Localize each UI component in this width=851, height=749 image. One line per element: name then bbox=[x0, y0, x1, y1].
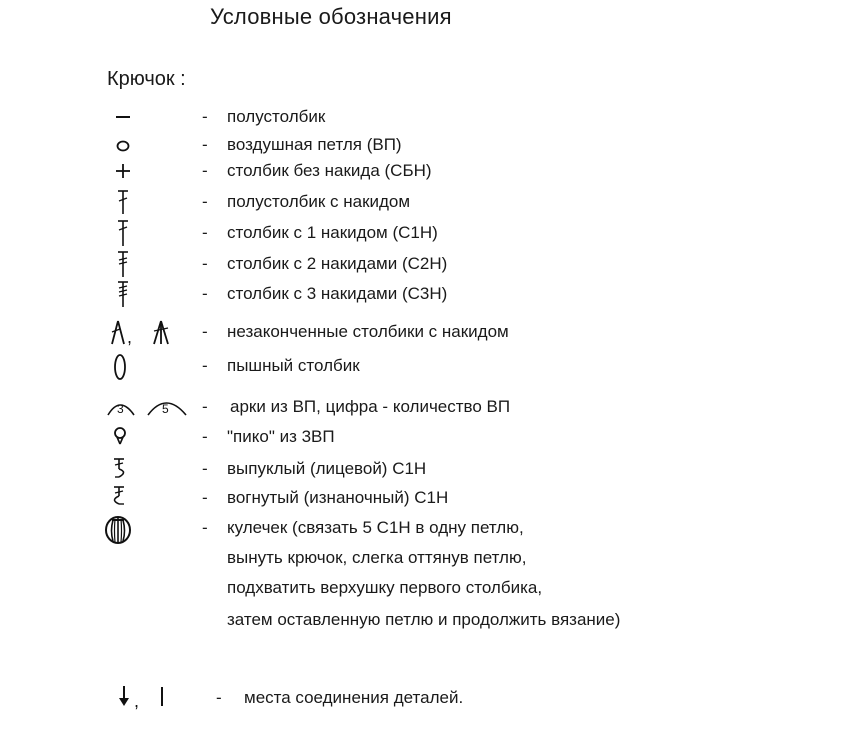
section-label-hook: Крючок : bbox=[107, 68, 186, 90]
dash-separator: - bbox=[202, 322, 208, 341]
chain-arch-icon bbox=[104, 393, 204, 423]
dash-separator: - bbox=[202, 397, 208, 416]
dash-separator: - bbox=[202, 107, 208, 126]
legend-text: пышный столбик bbox=[227, 356, 360, 375]
dash-separator: - bbox=[202, 459, 208, 478]
bobble-description-line: затем оставленную петлю и продолжить вязание) bbox=[227, 610, 621, 629]
dash-separator: - bbox=[202, 161, 208, 180]
legend-row bbox=[0, 455, 851, 485]
legend-row bbox=[0, 352, 851, 382]
dash-separator: - bbox=[202, 284, 208, 303]
double-crochet-icon bbox=[108, 219, 188, 249]
dash-separator: - bbox=[202, 192, 208, 211]
front-post-icon bbox=[106, 455, 186, 485]
single-crochet-cross-icon bbox=[108, 157, 188, 187]
svg-text:,: , bbox=[127, 327, 133, 347]
picot-icon bbox=[106, 423, 186, 453]
legend-row bbox=[0, 280, 851, 310]
legend-text: воздушная петля (ВП) bbox=[227, 135, 402, 154]
dash-separator: - bbox=[202, 356, 208, 375]
legend-row bbox=[0, 188, 851, 218]
legend-row bbox=[0, 219, 851, 249]
legend-text: вогнутый (изнаночный) С1Н bbox=[227, 488, 449, 507]
page-title: Условные обозначения bbox=[210, 4, 452, 29]
legend-text: столбик без накида (СБН) bbox=[227, 161, 432, 180]
legend-text: кулечек (связать 5 С1Н в одну петлю, bbox=[227, 518, 524, 537]
legend-text: выпуклый (лицевой) С1Н bbox=[227, 459, 427, 478]
legend-row bbox=[0, 423, 851, 453]
dash-separator: - bbox=[202, 488, 208, 507]
join-marker-arrow-line-icon bbox=[114, 684, 184, 714]
legend-row bbox=[0, 514, 851, 544]
legend-row bbox=[0, 103, 851, 133]
back-post-icon bbox=[106, 484, 186, 514]
dash-separator: - bbox=[202, 518, 208, 537]
dash-separator: - bbox=[202, 223, 208, 242]
legend-row bbox=[0, 393, 851, 423]
legend-row bbox=[0, 484, 851, 514]
unfinished-stitches-icon bbox=[104, 318, 184, 348]
puff-stitch-oval-icon bbox=[106, 352, 186, 382]
dash-separator: - bbox=[202, 254, 208, 273]
legend-row bbox=[0, 318, 851, 348]
svg-text:,: , bbox=[134, 691, 140, 711]
half-stitch-dash-icon bbox=[108, 103, 188, 133]
legend-text: "пико" из 3ВП bbox=[227, 427, 335, 446]
legend-text: места соединения деталей. bbox=[244, 688, 464, 707]
legend-text: столбик с 2 накидами (С2Н) bbox=[227, 254, 448, 273]
legend-text: незаконченные столбики с накидом bbox=[227, 322, 509, 341]
legend-row bbox=[0, 157, 851, 187]
bobble-stitch-icon bbox=[102, 514, 182, 544]
legend-text: арки из ВП, цифра - количество ВП bbox=[230, 397, 511, 416]
legend-row-join bbox=[0, 684, 851, 714]
dash-separator: - bbox=[202, 135, 208, 154]
bobble-description-line: подхватить верхушку первого столбика, bbox=[227, 578, 543, 597]
legend-text: полустолбик bbox=[227, 107, 326, 126]
bobble-description-line: вынуть крючок, слегка оттянув петлю, bbox=[227, 548, 527, 567]
legend-row bbox=[0, 250, 851, 280]
half-double-crochet-icon bbox=[108, 188, 188, 218]
double-treble-crochet-icon bbox=[108, 280, 188, 310]
dash-separator: - bbox=[216, 688, 222, 707]
legend-text: столбик с 1 накидом (С1Н) bbox=[227, 223, 438, 242]
arch-number: 3 bbox=[117, 402, 124, 416]
arch-number: 5 bbox=[162, 402, 169, 416]
legend-text: столбик с 3 накидами (С3Н) bbox=[227, 284, 448, 303]
legend-text: полустолбик с накидом bbox=[227, 192, 411, 211]
dash-separator: - bbox=[202, 427, 208, 446]
treble-crochet-icon bbox=[108, 250, 188, 280]
